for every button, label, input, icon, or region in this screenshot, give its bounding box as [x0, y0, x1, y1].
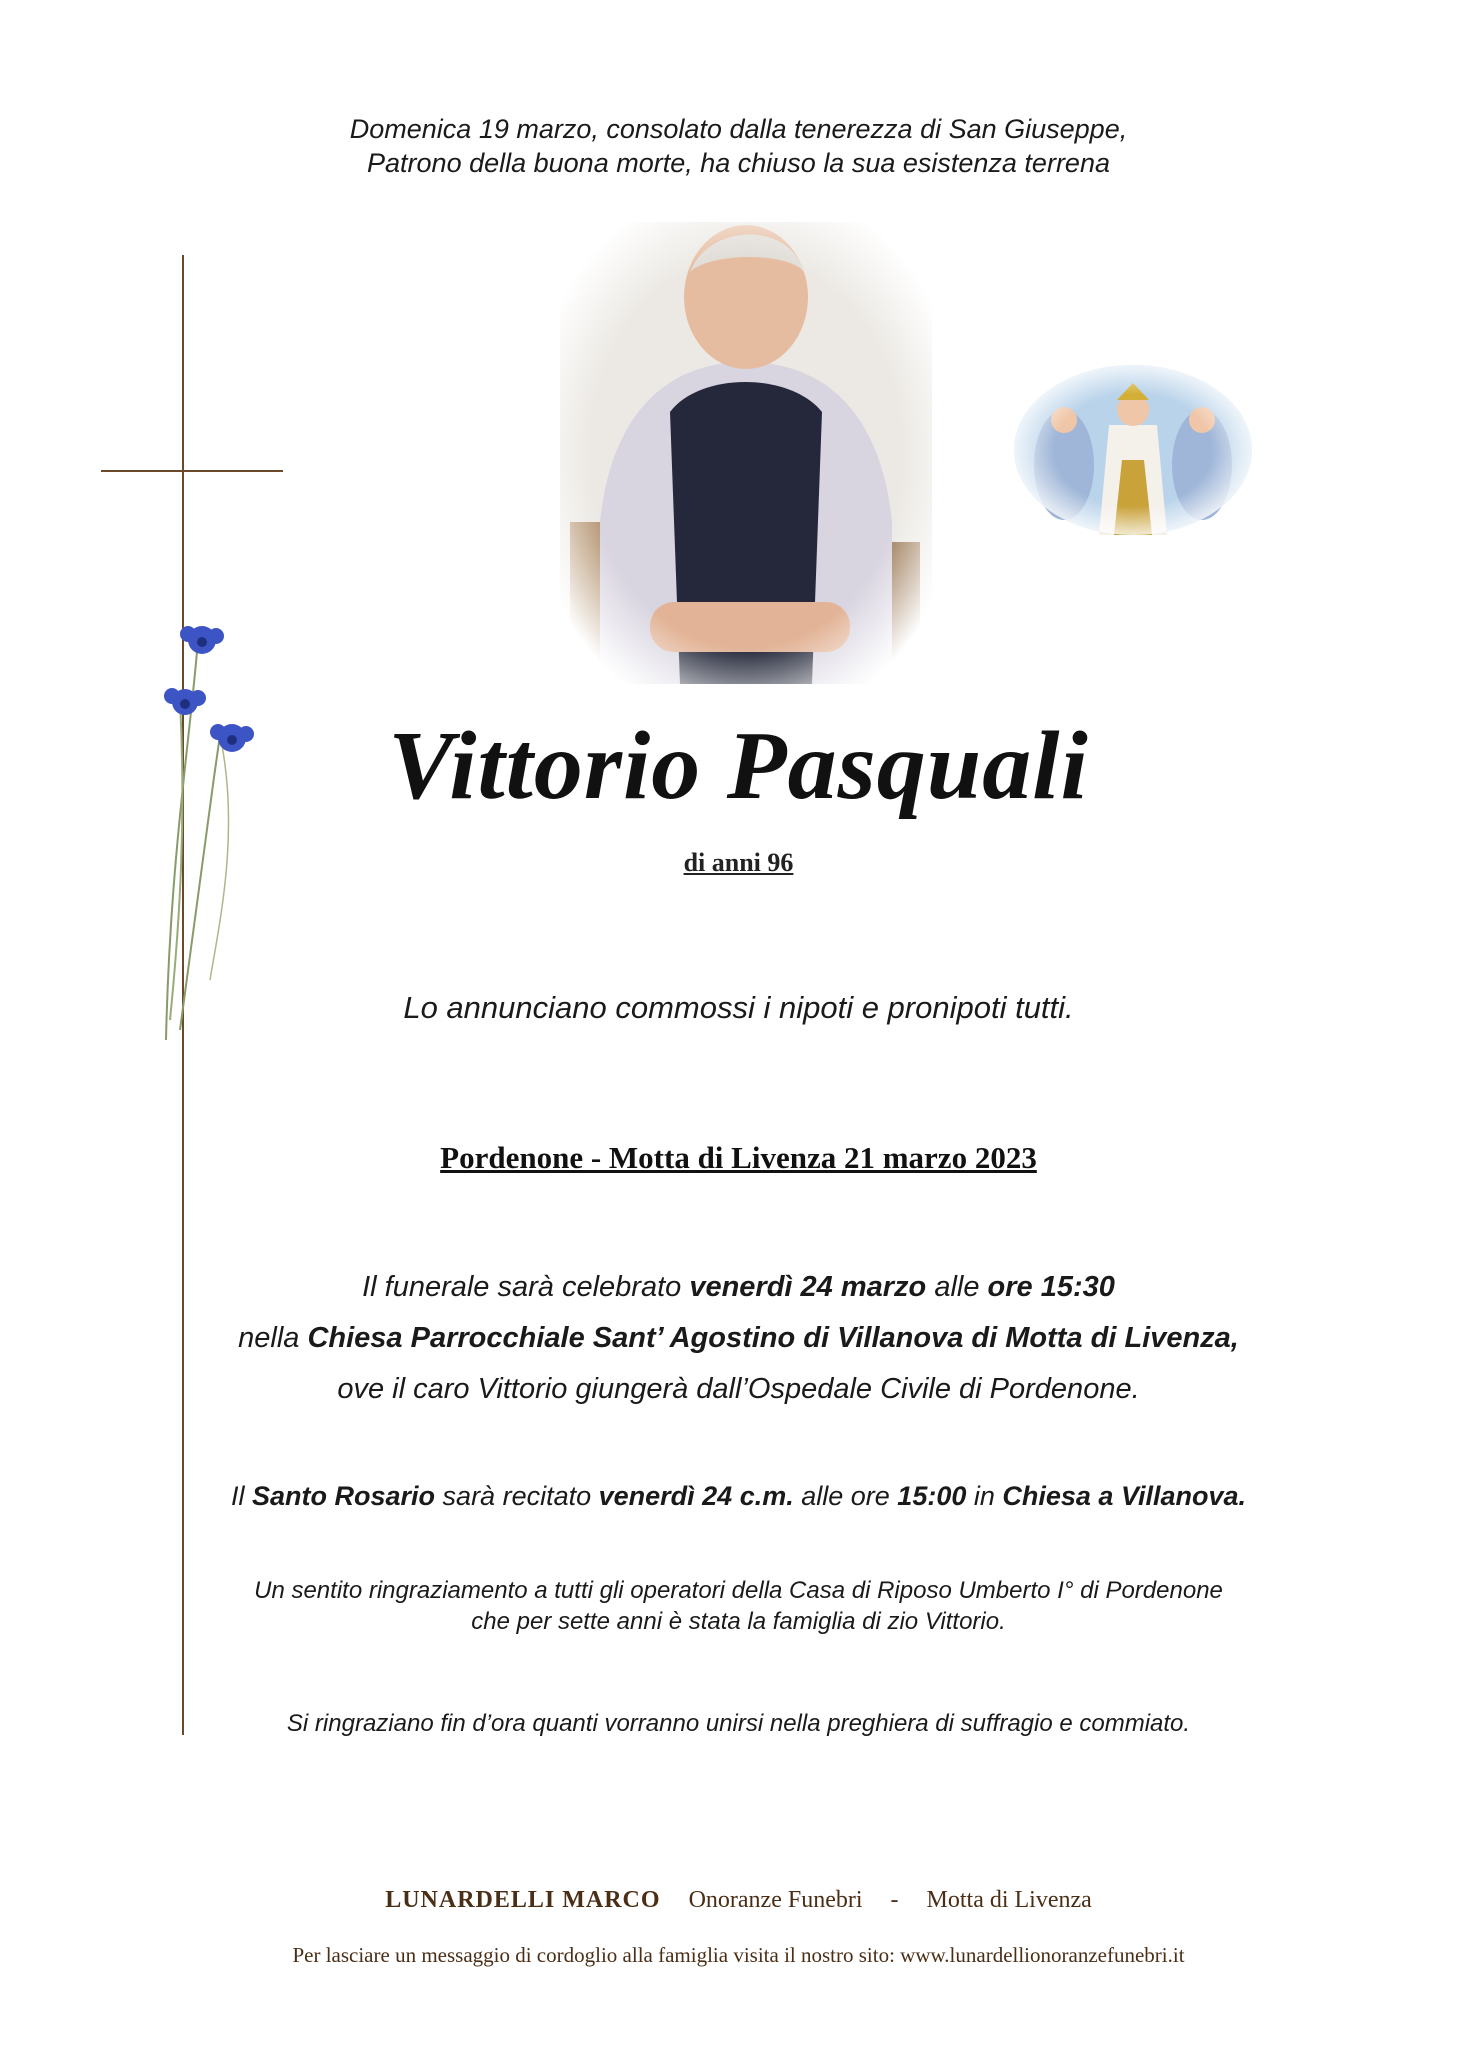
cross-horizontal-bar: [101, 470, 283, 472]
footer-company: [0, 1887, 1477, 1914]
funeral-line-2: [0, 1313, 1477, 1364]
rosary-text: Il: [231, 1481, 253, 1511]
religious-image: [1014, 365, 1252, 535]
funeral-church: Chiesa Parrocchiale Sant’ Agostino di Villanova di Motta di Livenza,: [307, 1322, 1239, 1354]
deceased-age: di anni 96: [683, 848, 794, 877]
funeral-day: venerdì 24 marzo: [689, 1271, 927, 1303]
rosary-text: alle ore: [793, 1481, 898, 1511]
funeral-text: alle: [926, 1271, 988, 1303]
funeral-text: nella: [238, 1322, 308, 1354]
thanks-line-1: Un sentito ringraziamento a tutti gli operatori della Casa di Riposo Umberto I° di Pordenone: [254, 1577, 1223, 1604]
thanks-care-home: [0, 1575, 1477, 1637]
funeral-text: Il funerale sarà celebrato: [362, 1271, 690, 1303]
funeral-line-3: ove il caro Vittorio giungerà dall’Ospedale Civile di Pordenone.: [337, 1373, 1140, 1405]
rosary-day: venerdì 24 c.m.: [598, 1481, 794, 1511]
rosary-place: Chiesa a Villanova.: [1002, 1481, 1246, 1511]
portrait-photo: [560, 222, 932, 684]
deceased-name: Vittorio Pasquali: [388, 712, 1089, 820]
rosary-text: sarà recitato: [435, 1481, 599, 1511]
rosary-text: in: [966, 1481, 1003, 1511]
footer-dash: -: [890, 1887, 899, 1913]
rosary-time: 15:00: [897, 1481, 967, 1511]
place-and-date: Pordenone - Motta di Livenza 21 marzo 2023: [440, 1140, 1037, 1175]
intro-line-2: Patrono della buona morte, ha chiuso la sua esistenza terrena: [367, 148, 1110, 178]
footer-note: Per lasciare un messaggio di cordoglio alla famiglia visita il nostro sito: www.lunardellionoranzefunebri.it: [292, 1943, 1185, 1967]
funeral-time: ore 15:30: [987, 1271, 1115, 1303]
cornflower-illustration: [150, 620, 270, 1040]
intro-line-1: Domenica 19 marzo, consolato dalla tenerezza di San Giuseppe,: [349, 114, 1128, 144]
intro-text: [0, 112, 1477, 180]
company-service: Onoranze Funebri: [688, 1887, 863, 1913]
announcement: Lo annunciano commossi i nipoti e pronipoti tutti.: [403, 990, 1074, 1025]
funeral-details: [0, 1262, 1477, 1415]
rosary-title: Santo Rosario: [252, 1481, 436, 1511]
company-town: Motta di Livenza: [926, 1887, 1092, 1913]
rosary-details: [0, 1481, 1477, 1512]
company-name: LUNARDELLI MARCO: [385, 1887, 661, 1913]
funeral-line-1: [0, 1262, 1477, 1313]
thanks-prayer: Si ringraziano fin d’ora quanti vorranno unirsi nella preghiera di suffragio e commiato.: [286, 1710, 1191, 1737]
thanks-line-2: che per sette anni è stata la famiglia di zio Vittorio.: [471, 1608, 1006, 1635]
